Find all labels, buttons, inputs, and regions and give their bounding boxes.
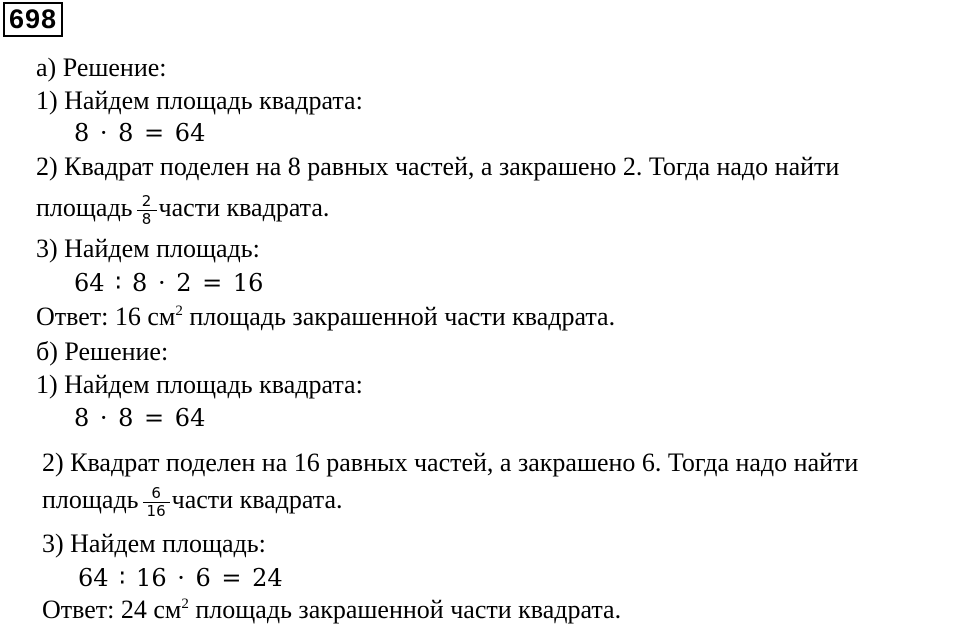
part-a-answer-sup: 2 [175,303,183,319]
part-b-step3: 3) Найдем площадь: [42,529,266,558]
part-b-answer-sup: 2 [181,596,189,612]
part-a-step2-line2 [36,186,329,230]
part-a-calc1: 8 · 8 = 64 [74,119,206,147]
part-b-step1: 1) Найдем площадь квадрата: [36,370,363,399]
part-a-step3: 3) Найдем площадь: [36,234,260,263]
part-a-answer-prefix: Ответ: 16 см [36,302,176,331]
part-b-answer-prefix: Ответ: 24 см [42,595,182,624]
part-a-frac-num: 2 [141,191,152,210]
part-a-step2-line1: 2) Квадрат поделен на 8 равных частей, а закрашено 2. Тогда надо найти [36,152,840,181]
part-b-step2-line1: 2) Квадрат поделен на 16 равных частей, а закрашено 6. Тогда надо найти [42,448,859,477]
part-b-heading: б) Решение: [36,337,169,366]
part-b-answer [42,595,621,625]
part-a-fraction [139,193,155,228]
part-b-fraction [145,485,168,520]
part-a-step2-suffix: части квадрата. [158,193,330,222]
part-b-step2-prefix: площадь [42,485,139,514]
part-b-step2-line2 [42,478,343,522]
part-b-frac-num: 6 [151,483,161,502]
part-a-answer [36,302,615,332]
part-a-step2-prefix: площадь [36,193,133,222]
problem-number: 698 [3,2,63,37]
part-a-step1: 1) Найдем площадь квадрата: [36,86,363,115]
part-b-step2-suffix: части квадрата. [171,485,343,514]
part-b-calc1: 8 · 8 = 64 [74,404,206,432]
part-b-frac-den: 16 [146,501,166,520]
part-b-answer-suffix: площадь закрашенной части квадрата. [188,595,622,624]
part-a-calc2: 64 ∶ 8 · 2 = 16 [74,269,264,297]
part-b-calc2: 64 ∶ 16 · 6 = 24 [78,564,283,592]
part-a-frac-den: 8 [141,209,152,228]
part-a-answer-suffix: площадь закрашенной части квадрата. [182,302,616,331]
part-a-heading: а) Решение: [36,53,167,82]
